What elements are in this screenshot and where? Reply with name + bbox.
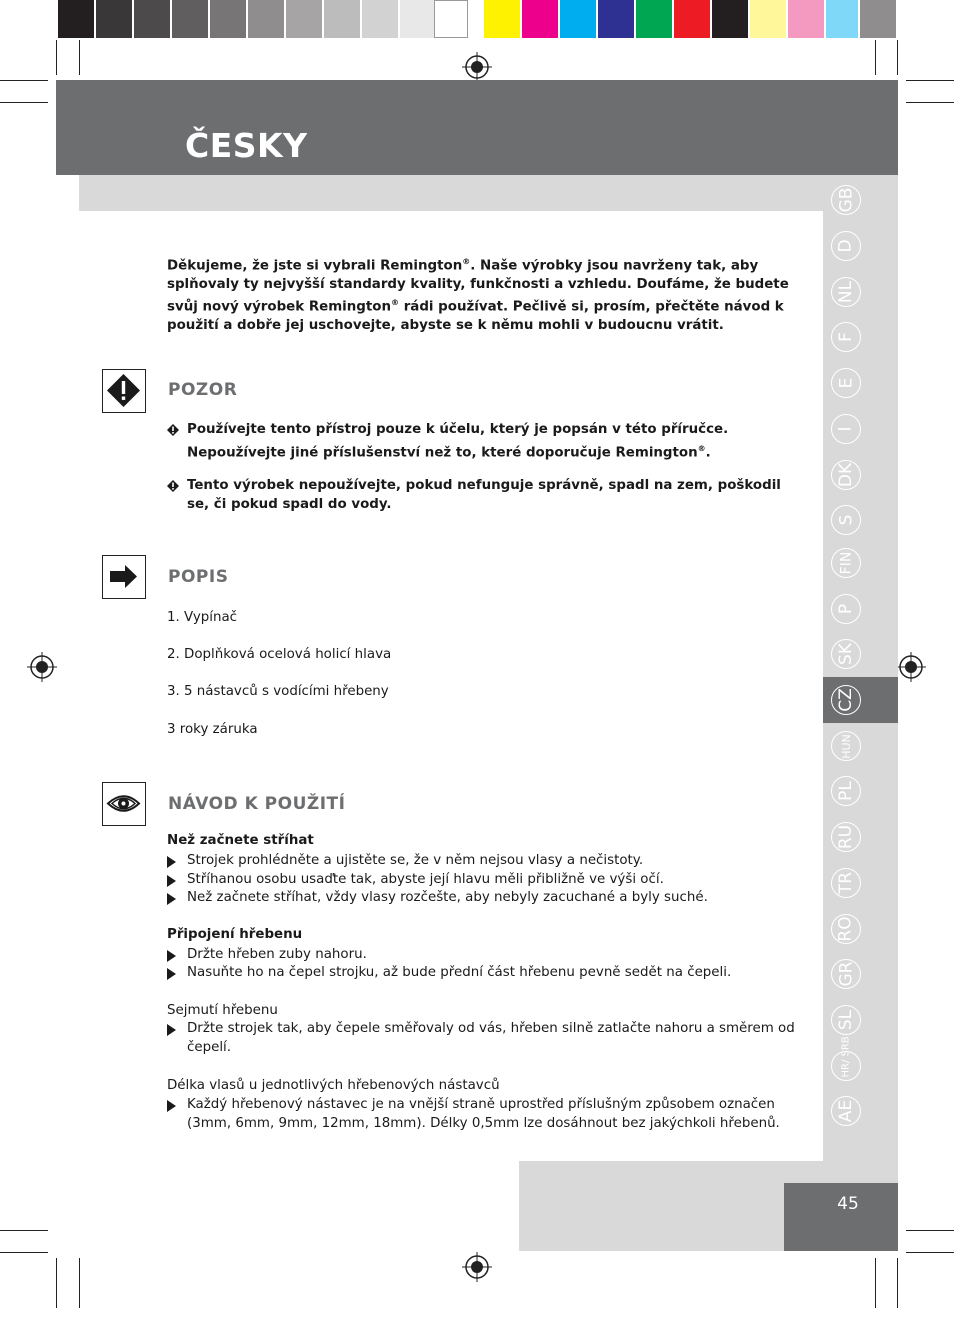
registration-mark-bottom — [462, 1252, 492, 1282]
lang-tab-gr[interactable]: GR — [831, 959, 861, 989]
lang-tab-sl[interactable]: SL — [831, 1005, 861, 1035]
registration-mark-right — [896, 652, 926, 682]
section-heading-navod: NÁVOD K POUŽITÍ — [168, 794, 346, 814]
lang-tab-e[interactable]: E — [831, 368, 861, 398]
popis-item-1: 1. Vypínač — [167, 610, 238, 625]
warranty-text: 3 roky záruka — [167, 722, 258, 737]
bullet-arrow-icon — [167, 875, 176, 887]
list-item: Stříhanou osobu usaďte tak, abyste její hlavu měli přibližně ve výši očí. — [167, 871, 807, 890]
list-item: Každý hřebenový nástavec je na vnější straně uprostřed příslušným způsobem označen (3mm, 6mm, 9mm, 12mm, 18mm). Délky 0,5mm lze dosáhnout bez jakýchkoli hřebenů. — [167, 1096, 807, 1133]
header-bar — [56, 80, 898, 175]
list-item: Nasuňte ho na čepel strojku, až bude přední část hřebenu pevně sedět na čepeli. — [167, 964, 807, 983]
eye-icon — [102, 782, 146, 826]
list-item: Držte hřeben zuby nahoru. — [167, 946, 807, 965]
lang-tab-dk[interactable]: DK — [831, 460, 861, 490]
popis-item-2: 2. Doplňková ocelová holicí hlava — [167, 647, 392, 662]
warning-icon — [102, 369, 146, 413]
lang-tab-fin[interactable]: FIN — [831, 548, 861, 578]
list-item: Strojek prohlédněte a ujistěte se, že v něm nejsou vlasy a nečistoty. — [167, 852, 807, 871]
lang-tab-f[interactable]: F — [831, 322, 861, 352]
section-heading-popis: POPIS — [168, 567, 229, 587]
lang-tab-hr-srb[interactable]: HR/ SRB — [831, 1051, 861, 1081]
bullet-arrow-icon — [167, 856, 176, 868]
list-item: Než začnete stříhat, vždy vlasy rozčešte, aby nebyly zacuchané a byly suché. — [167, 889, 807, 908]
lang-tab-sk[interactable]: SK — [831, 639, 861, 669]
bullet-arrow-icon — [167, 1024, 176, 1036]
lang-tab-d[interactable]: D — [831, 231, 861, 261]
lang-tab-ae[interactable]: AE — [831, 1096, 861, 1126]
lang-tab-ro[interactable]: RO — [831, 914, 861, 944]
lang-tab-ru[interactable]: RU — [831, 822, 861, 852]
lang-tab-s[interactable]: S — [831, 505, 861, 535]
bullet-arrow-icon — [167, 1100, 176, 1112]
bullet-arrow-icon — [167, 893, 176, 905]
section-heading-pozor: POZOR — [168, 380, 238, 400]
bullet-arrow-icon — [167, 968, 176, 980]
registration-mark-left — [27, 652, 57, 682]
warning-diamond-icon — [167, 480, 179, 492]
bullet-arrow-icon — [167, 950, 176, 962]
header-subbar — [79, 175, 823, 211]
lang-tab-hun[interactable]: HUN — [831, 731, 861, 761]
subheading-hair-length: Délka vlasů u jednotlivých hřebenových nástavců — [167, 1078, 500, 1093]
lang-tab-pl[interactable]: PL — [831, 776, 861, 806]
subheading-before-cutting: Než začnete stříhat — [167, 833, 314, 848]
intro-paragraph: Děkujeme, že jste si vybrali Remington®. Naše výrobky jsou navrženy tak, aby splňovaly ty nejvyšší standardy kvality, funkčnosti a vzhledu. Doufáme, že budete svůj nový výrobek Remington® rádi používat. Pečlivě si, prosím, přečtěte návod k použití a dobře jej uschovejte, abyste se k němu mohli v budoucnu vrátit. — [167, 257, 789, 334]
lang-tab-gb[interactable]: GB — [831, 185, 861, 215]
list-item: Držte strojek tak, aby čepele směřovaly od vás, hřeben silně zatlačte nahoru a směrem od čepelí. — [167, 1020, 807, 1057]
registration-mark-top — [462, 52, 492, 82]
warning-item-2: Tento výrobek nepoužívejte, pokud nefunguje správně, spadl na zem, poškodil se, či pokud spadl do vody. — [167, 477, 807, 514]
arrow-right-icon — [102, 555, 146, 599]
page-title: ČESKY — [185, 126, 308, 165]
lang-tab-i[interactable]: I — [831, 414, 861, 444]
popis-item-3: 3. 5 nástavců s vodícími hřebeny — [167, 684, 389, 699]
subheading-remove-comb: Sejmutí hřebenu — [167, 1003, 278, 1018]
lang-tab-cz[interactable]: CZ — [831, 685, 861, 715]
lang-tab-nl[interactable]: NL — [831, 277, 861, 307]
lang-tab-p[interactable]: P — [831, 594, 861, 624]
subheading-attach-comb: Připojení hřebenu — [167, 927, 303, 942]
page-number: 45 — [837, 1194, 859, 1214]
warning-diamond-icon — [167, 424, 179, 436]
warning-item-1: Používejte tento přístroj pouze k účelu, který je popsán v této příručce. Nepoužívejte jiné příslušenství než to, které doporučuje Remington®. — [167, 421, 807, 462]
lang-tab-tr[interactable]: TR — [831, 868, 861, 898]
